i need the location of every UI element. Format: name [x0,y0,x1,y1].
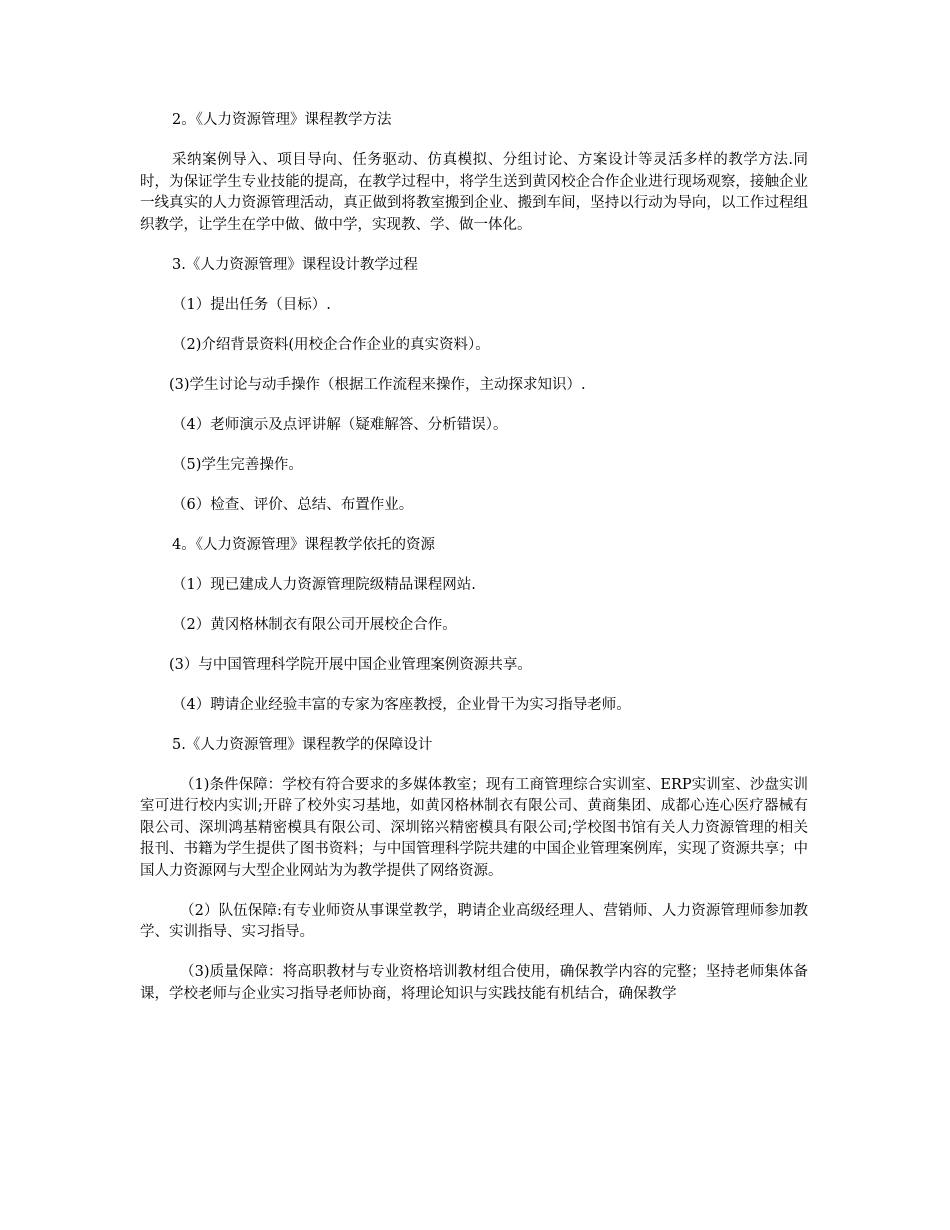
section-heading-guarantee-design: 5.《人力资源管理》课程教学的保障设计 [172,736,433,753]
section-heading-teaching-resources: 4。《人力资源管理》课程教学依托的资源 [172,536,435,553]
list-item: （4）聘请企业经验丰富的专家为客座教授，企业骨干为实习指导老师。 [172,696,631,713]
list-item: （5)学生完善操作。 [172,456,303,473]
document-body [140,110,808,1024]
section-heading-teaching-methods: 2。《人力资源管理》课程教学方法 [172,112,392,128]
list-item: （2）黄冈格林制衣有限公司开展校企合作。 [172,616,457,633]
section-heading-teaching-process: 3.《人力资源管理》课程设计教学过程 [172,256,418,273]
list-item: （6）检查、评价、总结、布置作业。 [172,496,414,513]
list-item: （1）提出任务（目标）. [172,296,331,313]
body-paragraph-staff-guarantee: （2）队伍保障:有专业师资从事课堂教学，聘请企业高级经理人、营销师、人力资源管理师参加教学、实训指导、实习指导。 [140,902,808,940]
body-paragraph-teaching-methods: 采纳案例导入、项目导向、任务驱动、仿真模拟、分组讨论、方案设计等灵活多样的教学方法.同时，为保证学生专业技能的提高，在教学过程中，将学生送到黄冈校企合作企业进行现场观察，接触企业一线真实的人力资源管理活动，真正做到将教室搬到企业、搬到车间，坚持以行动为导向，以工作过程组织教学，让学生在学中做、做中学，实现教、学、做一体化。 [140,152,808,233]
list-item: （4）老师演示及点评讲解（疑难解答、分析错误）。 [172,416,508,433]
list-item: (3)学生讨论与动手操作（根据工作流程来操作，主动探求知识）. [169,376,586,393]
body-paragraph-quality-guarantee: （3)质量保障：将高职教材与专业资格培训教材组合使用，确保教学内容的完整；坚持老师集体备课，学校老师与企业实习指导老师协商，将理论知识与实践技能有机结合，确保教学 [140,964,808,1002]
body-paragraph-condition-guarantee: （1)条件保障：学校有符合要求的多媒体教室；现有工商管理综合实训室、ERP实训室、沙盘实训室可进行校内实训;开辟了校外实习基地，如黄冈格林制衣有限公司、黄商集团、成都心连心医疗器械有限公司、深圳鸿基精密模具有限公司、深圳铭兴精密模具有限公司;学校图书馆有关人力资源管理的相关报刊、书籍为学生提供了图书资料；与中国管理科学院共建的中国企业管理案例库，实现了资源共享；中国人力资源网与大型企业网站为为教学提供了网络资源。 [140,776,808,879]
list-item: （2)介绍背景资料(用校企合作企业的真实资料）。 [172,336,490,353]
list-item: (3）与中国管理科学院开展中国企业管理案例资源共享。 [169,656,532,673]
list-item: （1）现已建成人力资源管理院级精品课程网站. [172,576,476,593]
